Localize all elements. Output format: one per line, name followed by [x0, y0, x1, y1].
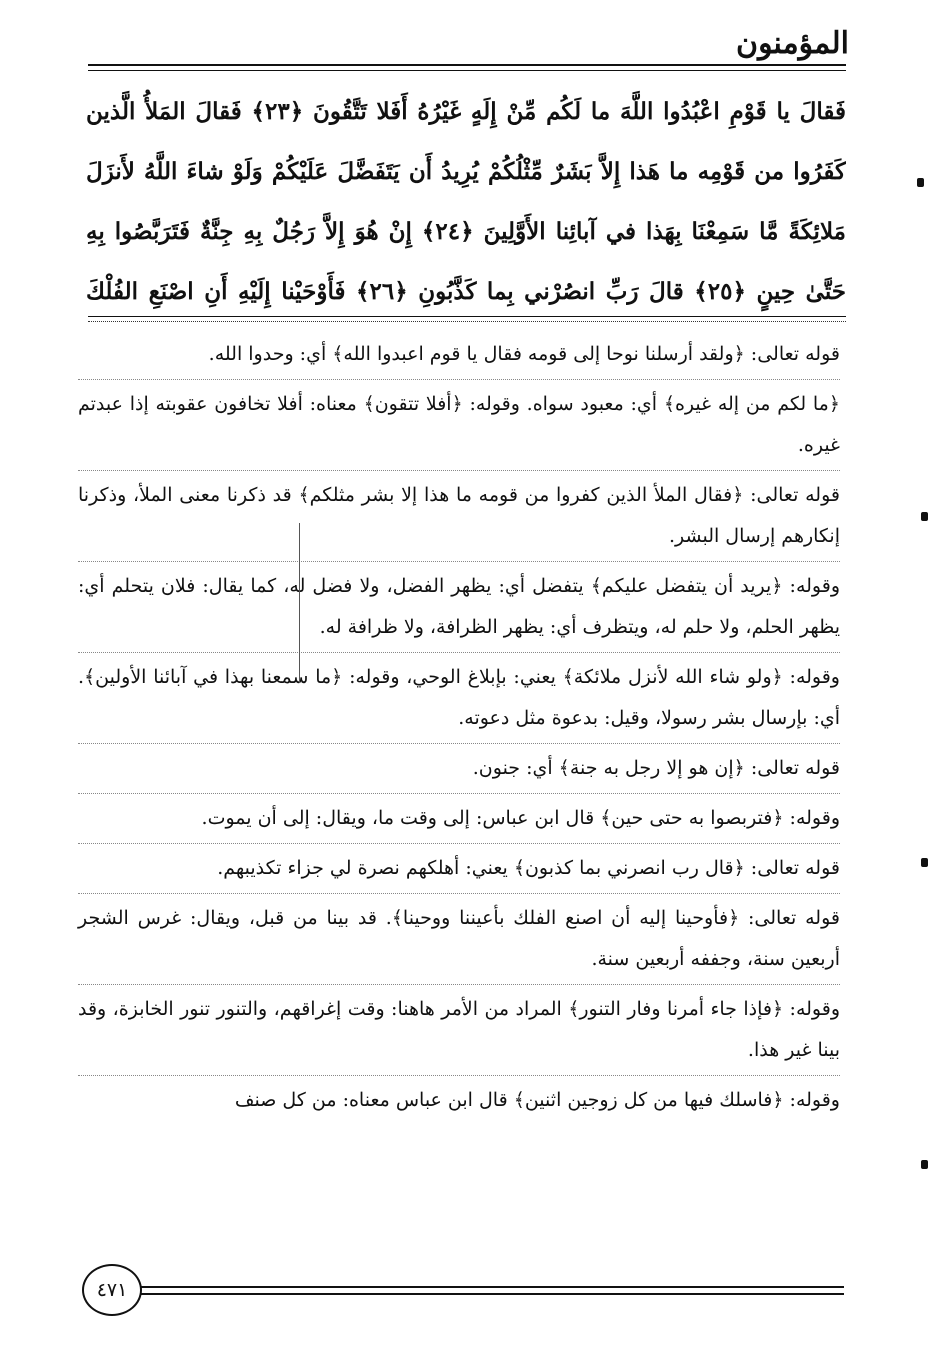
quran-separator-rule: [88, 316, 846, 317]
commentary-block: [78, 330, 840, 1125]
quran-text-block: [86, 82, 846, 322]
header-rule-bottom: [88, 70, 846, 71]
commentary-paragraph: قوله تعالى: ﴿فأوحينا إليه أن اصنع الفلك بأعيننا ووحينا﴾. قد بينا من قبل، ويقال: غرس الشجر أربعين سنة، وجففه أربعين سنة.: [78, 907, 840, 970]
quran-line: كَفَرُوا من قَوْمِه ما هَذا إِلاَّ بَشَرٌ مِّثْلُكُمْ يُرِيدُ أَن يَتَفَضَّلَ عَلَيْكُمْ وَلَوْ شاءَ اللَّهُ لأَنزَلَ: [86, 158, 846, 185]
header-rule-top: [88, 64, 846, 66]
commentary-paragraph: وقوله: ﴿فتربصوا به حتى حين﴾ قال ابن عباس: إلى وقت ما، ويقال: إلى أن يموت.: [201, 807, 840, 829]
commentary-paragraph: وقوله: ﴿فإذا جاء أمرنا وفار التنور﴾ المراد من الأمر هاهنا: وقت إغراقهم، والتنور تنور الخابزة، وقد بينا غير هذا.: [78, 998, 840, 1061]
page-number: ٤٧١: [82, 1264, 142, 1316]
quran-separator-dotted: [88, 321, 846, 322]
quran-line: حَتَّىٰ حِينٍ ﴿٢٥﴾ قالَ رَبِّ انصُرْني بِما كَذَّبُونِ ﴿٢٦﴾ فَأَوْحَيْنا إِلَيْهِ أَنِ اصْنَعِ الفُلْكَ: [86, 278, 846, 305]
commentary-paragraph: وقوله: ﴿فاسلك فيها من كل زوجين اثنين﴾ قال ابن عباس معناه: من كل صنف: [234, 1089, 840, 1111]
commentary-paragraph: قوله تعالى: ﴿ولقد أرسلنا نوحا إلى قومه فقال يا قوم اعبدوا الله﴾ أي: وحدوا الله.: [208, 343, 840, 365]
margin-mark: [917, 178, 924, 187]
scan-line-artifact: [299, 523, 300, 683]
commentary-paragraph: قوله تعالى: ﴿إن هو إلا رجل به جنة﴾ أي: جنون.: [472, 757, 840, 779]
commentary-paragraph: قوله تعالى: ﴿فقال الملأ الذين كفروا من قومه ما هذا إلا بشر مثلكم﴾ قد ذكرنا معنى الملأ، وذكرنا إنكارهم إرسال البشر.: [78, 484, 840, 547]
footer-rule-top: [130, 1286, 844, 1288]
commentary-paragraph: ﴿ما لكم من إله غيره﴾ أي: معبود سواه. وقوله: ﴿أفلا تتقون﴾ معناه: أفلا تخافون عقوبته إذا عبدتم غيره.: [78, 393, 840, 456]
margin-mark: [921, 858, 928, 867]
commentary-paragraph: وقوله: ﴿ولو شاء الله لأنزل ملائكة﴾ يعني: بإبلاغ الوحي، وقوله: ﴿ما سمعنا بهذا في آبائنا الأولين﴾. أي: بإرسال بشر رسولا، وقيل: بدعوة مثل دعوته.: [78, 666, 840, 729]
margin-mark: [921, 512, 928, 521]
quran-line: مَلائِكَةً مَّا سَمِعْنَا بِهَذا في آبائِنا الأَوَّلِينَ ﴿٢٤﴾ إِنْ هُوَ إِلاَّ رَجُلٌ بِهِ جِنَّةٌ فَتَرَبَّصُوا بِهِ: [86, 218, 846, 245]
footer-rule-bottom: [130, 1293, 844, 1295]
margin-mark: [921, 1160, 928, 1169]
commentary-paragraph: وقوله: ﴿يريد أن يتفضل عليكم﴾ يتفضل أي: يظهر الفضل، ولا فضل له، كما يقال: فلان يتحلم أي: يظهر الحلم، ولا حلم له، ويتظرف أي: يظهر الظرافة، ولا ظرافة له.: [78, 575, 840, 638]
surah-title: المؤمنون: [736, 26, 849, 61]
quran-line: فَقالَ يا قَوْمِ اعْبُدُوا اللَّهَ ما لَكُم مِّنْ إِلَهٍ غَيْرُهُ أَفَلا تَتَّقُونَ ﴿٢٣﴾ فَقالَ المَلأُ الَّذين: [86, 98, 846, 125]
commentary-paragraph: قوله تعالى: ﴿قال رب انصرني بما كذبون﴾ يعني: أهلكهم نصرة لي جزاء تكذيبهم.: [217, 857, 840, 879]
